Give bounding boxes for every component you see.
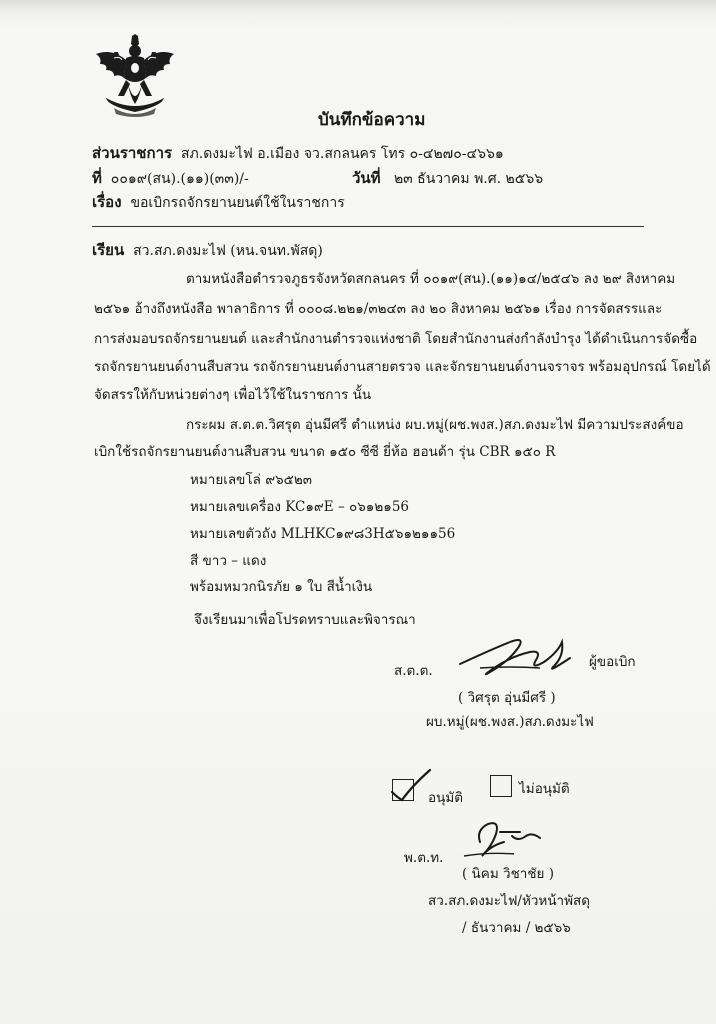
header-divider (92, 226, 644, 227)
garuda-emblem-icon (92, 34, 178, 120)
signer2-name: ( นิคม วิชาชัย ) (462, 866, 554, 882)
para1-line: จัดสรรให้กับหน่วยต่างๆ เพื่อไว้ใช้ในราชการ นั้น (94, 387, 372, 403)
signer2-position: สว.สภ.ดงมะไฟ/หัวหน้าพัสดุ (428, 893, 591, 909)
detail-line: หมายเลขตัวถัง MLHKC๑๙๘3H๕๖๑๒๑๑56 (190, 526, 456, 542)
to-line (92, 238, 323, 262)
para2-line: เบิกใช้รถจักรยานยนต์งานสืบสวน ขนาด ๑๕๐ ซีซี ยี่ห้อ ฮอนด้า รุ่น CBR ๑๕๐ R (94, 444, 556, 460)
document-title: บันทึกข้อความ (318, 110, 426, 130)
signer1-position: ผบ.หมู่(ผช.พงส.)สภ.ดงมะไฟ (426, 714, 594, 730)
date-value: ๒๓ ธันวาคม พ.ศ. ๒๕๖๖ (393, 171, 544, 187)
approve-label: อนุมัติ (428, 790, 464, 806)
agency-value: สภ.ดงมะไฟ อ.เมือง จว.สกลนคร โทร ๐-๔๒๗๐-๔๖๖๑ (180, 146, 504, 162)
ref-label: ที่ (92, 169, 102, 187)
signer2-date: / ธันวาคม / ๒๕๖๖ (462, 920, 571, 936)
to-label: เรียน (92, 241, 125, 259)
agency-line (92, 141, 504, 165)
signer1-role: ผู้ขอเบิก (589, 654, 636, 670)
subject-label: เรื่อง (92, 193, 122, 211)
date-label: วันที่ (352, 169, 381, 187)
detail-line: หมายเลขโล่ ๙๖๕๒๓ (190, 472, 313, 488)
agency-label: ส่วนราชการ (92, 144, 173, 162)
closing-line: จึงเรียนมาเพื่อโปรดทราบและพิจารณา (194, 612, 416, 628)
detail-line: สี ขาว – แดง (190, 553, 267, 569)
reject-checkbox[interactable] (490, 775, 512, 797)
para1-line: ตามหนังสือตำรวจภูธรจังหวัดสกลนคร ที่ ๐๐๑๙(สน).(๑๑)๑๔/๒๕๔๖ ลง ๒๙ สิงหาคม (186, 271, 676, 287)
ref-line (92, 166, 249, 190)
signature-1-icon (450, 632, 580, 682)
detail-line: หมายเลขเครื่อง KC๑๙E – ๐๖๑๒๑56 (190, 499, 410, 515)
check-mark-icon (386, 766, 434, 804)
to-value: สว.สภ.ดงมะไฟ (หน.จนท.พัสดุ) (133, 243, 323, 259)
para2-line: กระผม ส.ต.ต.วิศรุต อุ่นมีศรี ตำแหน่ง ผบ.หมู่(ผช.พงส.)สภ.ดงมะไฟ มีความประสงค์ขอ (186, 417, 684, 433)
ref-value: ๐๐๑๙(สน).(๑๑)(๓๓)/- (110, 171, 249, 187)
para1-line: รถจักรยานยนต์งานสืบสวน รถจักรยานยนต์งานสายตรวจ และจักรยานยนต์งานจราจร พร้อมอุปกรณ์ โดยได้ (94, 359, 711, 375)
para1-line: การส่งมอบรถจักรยานยนต์ และสำนักงานตำรวจแห่งชาติ โดยสำนักงานส่งกำลังบำรุง ได้ดำเนินการจัดซื้อ (94, 331, 698, 347)
signer1-rank: ส.ต.ต. (394, 663, 433, 679)
reject-label: ไม่อนุมัติ (519, 781, 570, 797)
subject-value: ขอเบิกรถจักรยานยนต์ใช้ในราชการ (130, 195, 345, 211)
detail-line: พร้อมหมวกนิรภัย ๑ ใบ สีน้ำเงิน (190, 579, 373, 595)
signer1-name: ( วิศรุต อุ่นมีศรี ) (458, 690, 556, 706)
subject-line (92, 190, 345, 214)
date-line (352, 166, 543, 190)
signature-2-icon (460, 812, 550, 862)
para1-line: ๒๕๖๑ อ้างถึงหนังสือ พาลาธิการ ที่ ๐๐๐๘.๒๒๑/๓๒๔๓ ลง ๒๐ สิงหาคม ๒๕๖๑ เรื่อง การจัดสรรและ (94, 301, 663, 317)
signer2-rank: พ.ต.ท. (404, 850, 444, 866)
